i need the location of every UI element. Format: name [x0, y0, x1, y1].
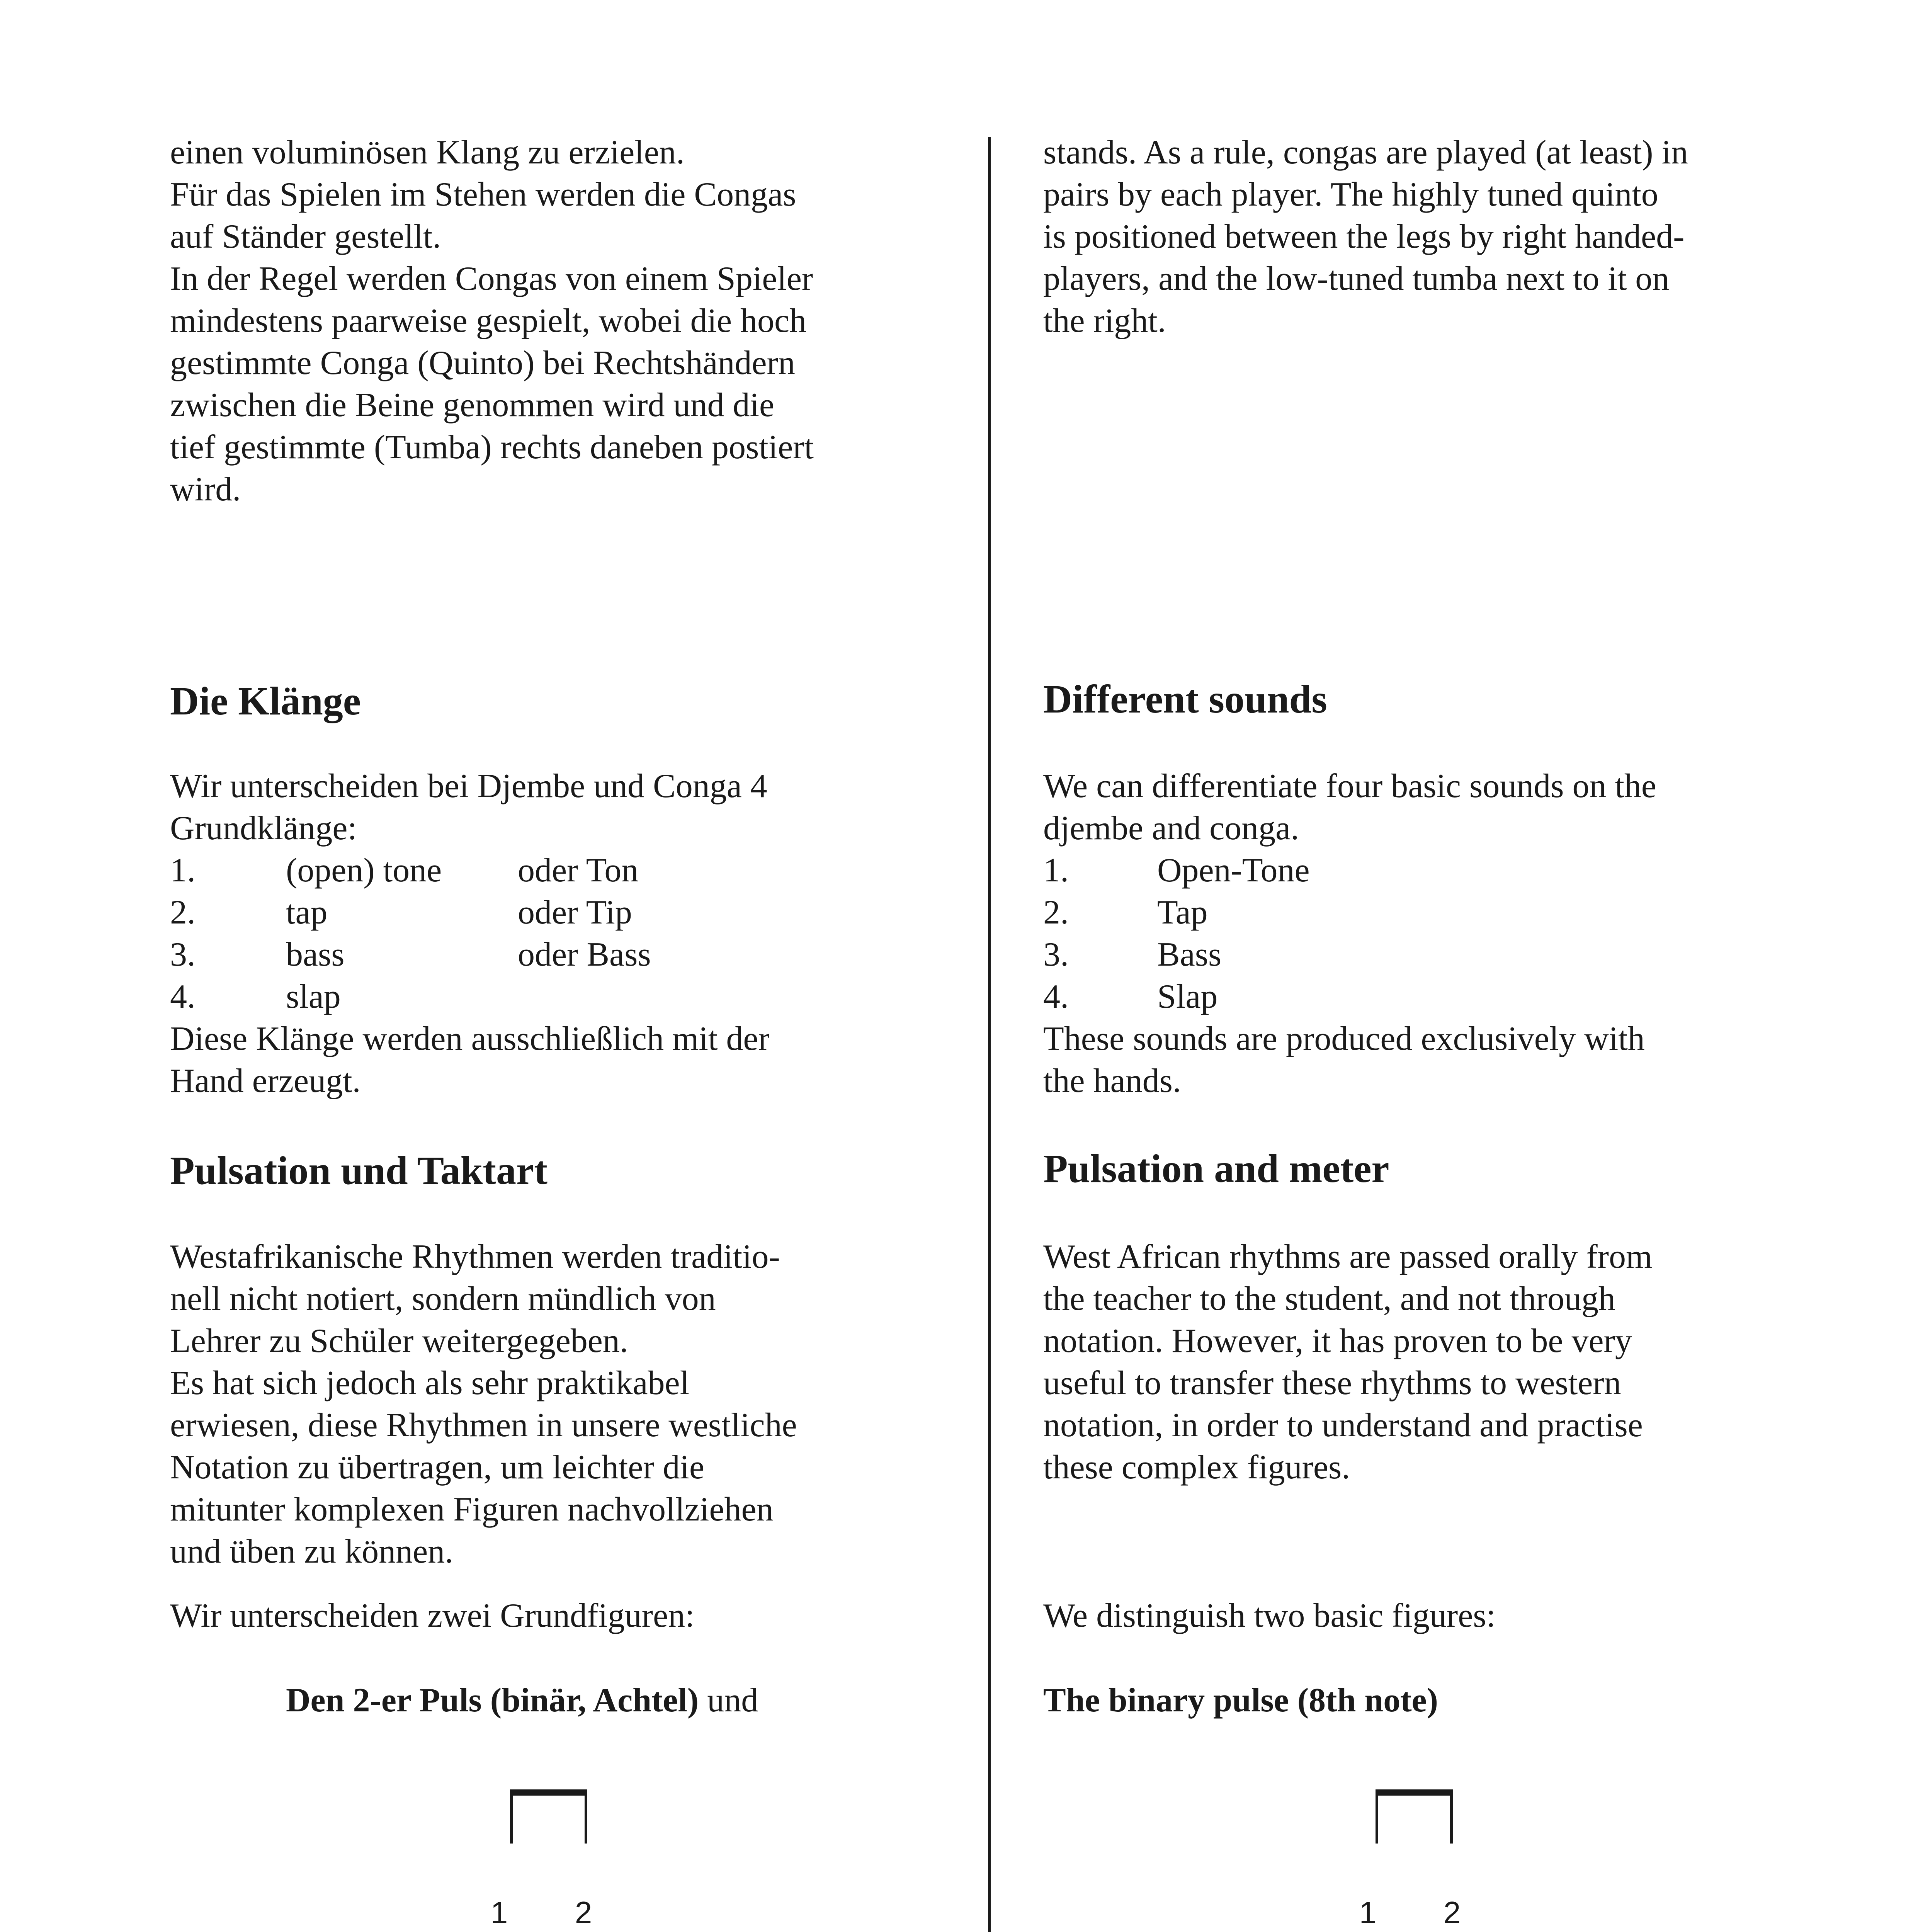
text-line: the right. [1043, 302, 1166, 340]
list-item [1043, 891, 1777, 934]
text-line: these complex figures. [1043, 1449, 1350, 1486]
sounds-heading-en: Different sounds [1043, 677, 1327, 721]
text-line: mitunter komplexen Figuren nachvollziehen [170, 1491, 774, 1528]
pulse-heading-en: Pulsation and meter [1043, 1146, 1389, 1191]
list-alt: oder Bass [518, 936, 651, 973]
list-number: 2. [170, 894, 196, 931]
intro-paragraph-en [1043, 131, 1688, 342]
count-number: 1 [1359, 1895, 1377, 1930]
count-number: 2 [575, 1895, 592, 1930]
text-line: erwiesen, diese Rhythmen in unsere westliche [170, 1406, 797, 1444]
binary-rhythm-symbol-en [1372, 1787, 1457, 1845]
pulse-paragraph-en [1043, 1236, 1652, 1488]
binary-label-suffix: und [699, 1682, 758, 1719]
text-line: notation, in order to understand and practise [1043, 1406, 1643, 1444]
list-term: Slap [1157, 978, 1218, 1015]
list-term: tap [286, 894, 328, 931]
sounds-intro-en [1043, 765, 1656, 849]
binary-rhythm-symbol-de [506, 1787, 591, 1845]
list-number: 3. [170, 936, 196, 973]
count-number: 2 [1443, 1895, 1461, 1930]
list-term: Bass [1157, 936, 1222, 973]
text-line: notation. However, it has proven to be very [1043, 1322, 1632, 1360]
text-line: is positioned between the legs by right handed- [1043, 218, 1685, 255]
text-line: the hands. [1043, 1062, 1181, 1100]
text-line: Es hat sich jedoch als sehr praktikabel [170, 1364, 690, 1402]
figures-intro-en: We distinguish two basic figures: [1043, 1597, 1496, 1634]
binary-label-en: The binary pulse (8th note) [1043, 1682, 1438, 1719]
text-line: These sounds are produced exclusively with [1043, 1020, 1645, 1058]
text-line: We can differentiate four basic sounds on the [1043, 767, 1656, 805]
sounds-list-de [170, 849, 904, 1018]
sounds-heading-de: Die Klänge [170, 679, 361, 723]
list-term: slap [286, 978, 341, 1015]
list-alt: oder Ton [518, 852, 639, 889]
list-item [170, 849, 904, 891]
sounds-intro-de [170, 765, 767, 849]
list-term: bass [286, 936, 345, 973]
list-term: Open-Tone [1157, 852, 1310, 889]
list-item [170, 891, 904, 934]
list-item [1043, 934, 1777, 976]
intro-paragraph-de [170, 131, 814, 510]
list-number: 2. [1043, 894, 1069, 931]
list-alt: oder Tip [518, 894, 632, 931]
sounds-outro-de [170, 1018, 770, 1102]
list-item [170, 934, 904, 976]
pulse-heading-de: Pulsation und Taktart [170, 1148, 548, 1193]
list-term: Tap [1157, 894, 1208, 931]
binary-label-text: Den 2-er Puls (binär, Achtel) [286, 1682, 699, 1719]
text-line: djembe and conga. [1043, 810, 1299, 847]
text-line: Wir unterscheiden bei Djembe und Conga 4 [170, 767, 767, 805]
text-line: Lehrer zu Schüler weitergegeben. [170, 1322, 628, 1360]
text-line: West African rhythms are passed orally from [1043, 1238, 1653, 1276]
text-line: einen voluminösen Klang zu erzielen. [170, 134, 685, 171]
beamed-eighths-icon [506, 1787, 591, 1845]
text-line: In der Regel werden Congas von einem Spieler [170, 260, 813, 298]
list-number: 3. [1043, 936, 1069, 973]
text-line: Westafrikanische Rhythmen werden traditio- [170, 1238, 780, 1276]
text-line: useful to transfer these rhythms to western [1043, 1364, 1621, 1402]
text-line: und üben zu können. [170, 1533, 454, 1570]
text-line: zwischen die Beine genommen wird und die [170, 386, 775, 424]
beamed-eighths-icon [1372, 1787, 1457, 1845]
text-line: Diese Klänge werden ausschließlich mit der [170, 1020, 770, 1058]
list-number: 1. [1043, 852, 1069, 889]
list-number: 1. [170, 852, 196, 889]
list-term: (open) tone [286, 852, 442, 889]
list-item [170, 976, 904, 1018]
binary-label-de [286, 1679, 758, 1721]
text-line: wird. [170, 471, 241, 508]
text-line: players, and the low-tuned tumba next to it on [1043, 260, 1670, 298]
list-item [1043, 976, 1777, 1018]
sounds-outro-en [1043, 1018, 1645, 1102]
text-line: gestimmte Conga (Quinto) bei Rechtshändern [170, 344, 795, 382]
count-number: 1 [490, 1895, 508, 1930]
text-line: tief gestimmte (Tumba) rechts daneben postiert [170, 429, 814, 466]
text-line: stands. As a rule, congas are played (at least) in [1043, 134, 1688, 171]
text-line: Grundklänge: [170, 810, 357, 847]
text-line: mindestens paarweise gespielt, wobei die hoch [170, 302, 807, 340]
text-line: Hand erzeugt. [170, 1062, 361, 1100]
list-number: 4. [1043, 978, 1069, 1015]
pulse-paragraph-de [170, 1236, 797, 1573]
text-line: the teacher to the student, and not through [1043, 1280, 1615, 1318]
text-line: pairs by each player. The highly tuned quinto [1043, 176, 1658, 213]
text-line: nell nicht notiert, sondern mündlich von [170, 1280, 716, 1318]
text-line: auf Ständer gestellt. [170, 218, 441, 255]
figures-intro-de: Wir unterscheiden zwei Grundfiguren: [170, 1597, 695, 1634]
sounds-list-en [1043, 849, 1777, 1018]
list-number: 4. [170, 978, 196, 1015]
text-line: Notation zu übertragen, um leichter die [170, 1449, 705, 1486]
text-line: Für das Spielen im Stehen werden die Congas [170, 176, 796, 213]
column-divider [988, 137, 991, 1932]
list-item [1043, 849, 1777, 891]
